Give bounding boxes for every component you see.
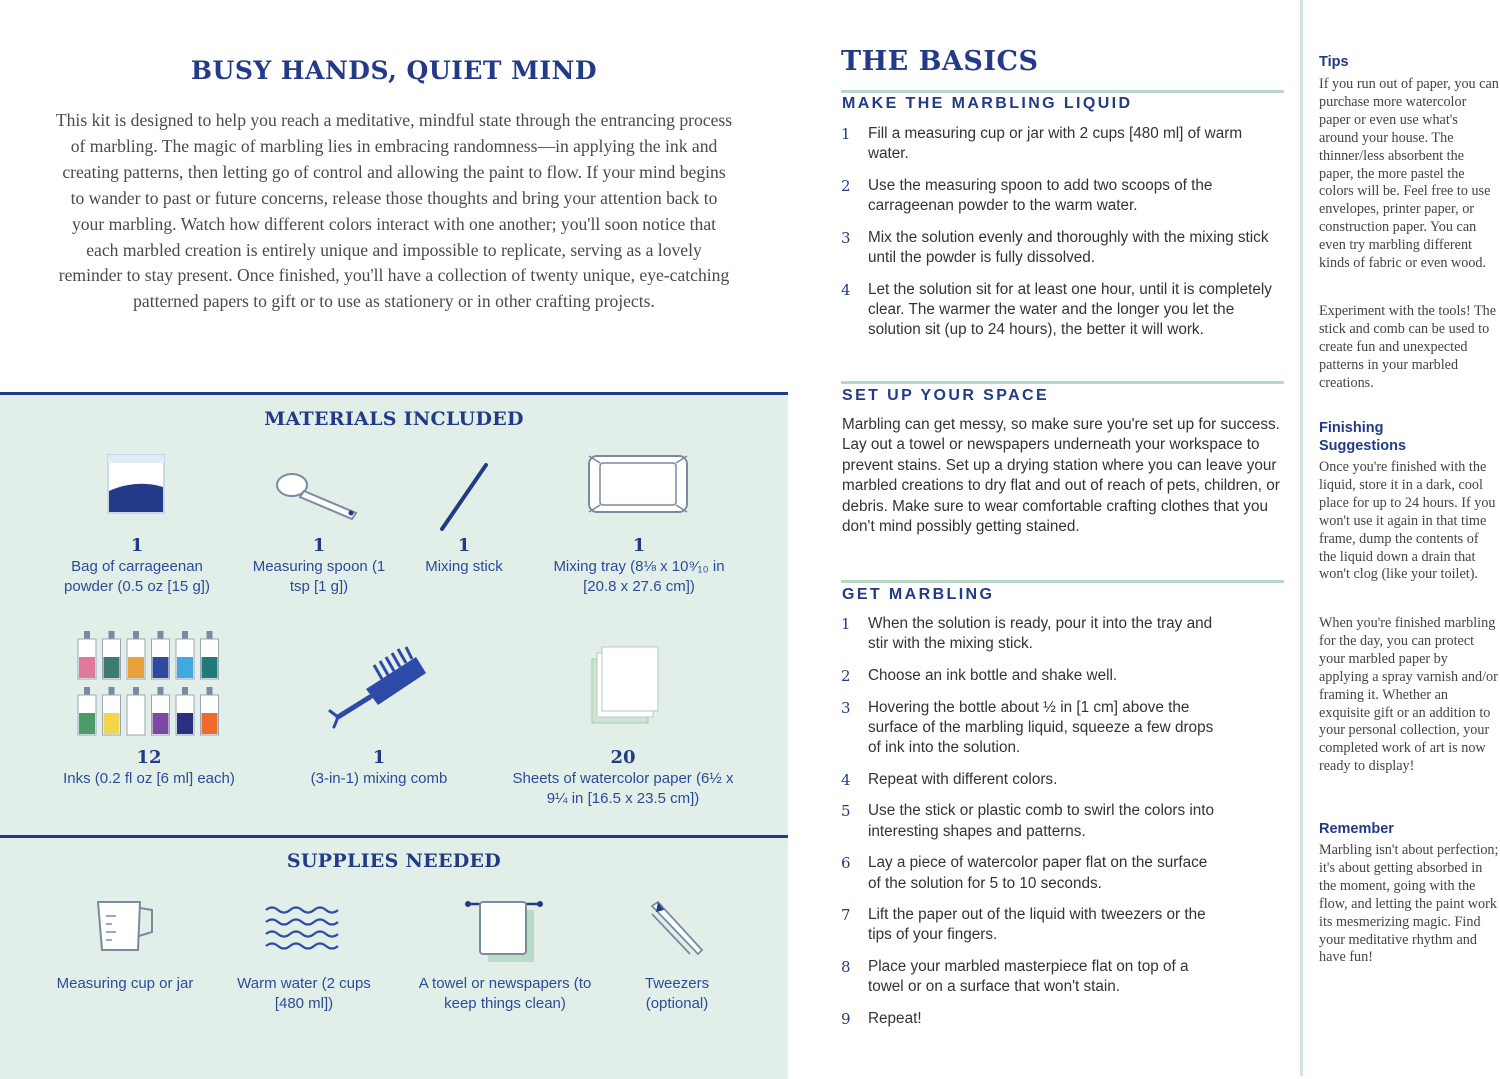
ink-bottle-icon [201,687,219,735]
tips-heading: Tips [1319,54,1349,70]
material-qty: 1 [632,535,646,556]
tweezers-icon [648,900,706,960]
mixing-stick-icon [436,461,492,533]
step-number: 8 [841,958,851,977]
intro-paragraph: This kit is designed to help you reach a meditative, mindful state through the entrancing process of marbling. The magic of marbling lies in embracing randomness—in applying the ink and creating patterns, then letting go of control and allowing the paint to flow. If your mind begins to wander to past or future concerns, release those thoughts and bring your attention back to your marbling. Watch how different colors interact with one another; you'll soon notice that each marbled creation is entirely unique and impossible to replicate, serving as a lovely reminder to stay present. Once finished, you'll have a collection of twenty unique, eye-catching patterned papers to gift or to use as stationery or in other crafting projects. [55,110,733,312]
towel-icon [464,896,548,966]
supply-label: A towel or newspapers (to keep things clean) [418,975,592,1012]
step-text: Lay a piece of watercolor paper flat on the surface of the solution for 5 to 10 seconds. [868,854,1208,892]
materials-title: MATERIALS INCLUDED [264,408,524,430]
intro-title: BUSY HANDS, QUIET MIND [190,56,598,85]
material-label: (3-in-1) mixing comb [310,770,448,787]
space-paragraph: Marbling can get messy, so make sure you're set up for success. Lay out a towel or newspapers underneath your workspace to prevent stains. Set up a drying station where you can leave your marbled creations to dry flat and out of reach of pets, children, or debris. Make sure to wear comfortable crafting clothes that you don't mind possibly getting stained. [842,416,1280,536]
supplies-panel [0,835,788,1079]
step-number: 7 [841,906,851,925]
material-item [48,535,226,597]
powder-bag-icon [106,453,166,515]
ink-bottle-icon [78,687,96,735]
material-item [404,535,524,577]
mixing-tray-icon [586,453,690,515]
material-item [538,535,740,597]
section-divider [841,381,1284,384]
materials-panel [0,392,788,837]
finishing-paragraph: When you're finished marbling for the day, you can protect your marbled paper by applying a spray varnish and/or framing it. Whether an exquisite gift or an addition to your personal collection, your completed work of art is now ready to display! [1319,615,1498,775]
supply-label: Warm water (2 cups [480 ml]) [237,975,371,1012]
material-label: Inks (0.2 fl oz [6 ml] each) [63,770,235,787]
mixing-comb-icon [326,645,430,731]
tips-paragraph: Experiment with the tools! The stick and comb can be used to create fun and unexpected patterns in your marbled creations. [1319,303,1497,391]
marbling-steps-list [841,614,1221,1041]
ink-bottle-icon [152,687,170,735]
remember-heading: Remember [1319,821,1394,837]
step-item [841,770,1221,790]
liquid-steps-list [841,124,1281,352]
section-divider [841,90,1284,93]
paper-sheets-icon [590,645,662,727]
ink-bottle-icon [127,631,145,679]
step-item [841,124,1281,164]
material-qty: 1 [130,535,144,556]
supply-item [628,974,726,1014]
step-number: 9 [841,1010,851,1029]
step-text: Repeat! [868,1010,922,1028]
step-text: Hovering the bottle about ½ in [1 cm] above the surface of the marbling liquid, squeeze a few drops of ink into the solution. [868,698,1214,757]
step-text: Use the measuring spoon to add two scoops of the carrageenan powder to the warm water. [868,176,1213,215]
material-qty: 1 [312,535,326,556]
ink-bottle-icon [78,631,96,679]
step-number: 3 [841,228,851,247]
step-number: 1 [841,615,851,633]
ink-bottle-icon [201,631,219,679]
material-label: Mixing stick [425,558,503,575]
step-text: Lift the paper out of the liquid with tweezers or the tips of your fingers. [868,906,1206,944]
step-number: 1 [841,125,851,143]
step-item [841,905,1221,945]
step-item [841,176,1281,216]
ink-bottle-icon [103,687,121,735]
step-item [841,280,1281,341]
step-item [841,228,1281,268]
material-qty: 1 [372,747,386,768]
step-item [841,801,1221,841]
measuring-cup-icon [94,898,158,954]
step-number: 2 [841,176,851,195]
material-item [512,747,734,809]
supply-item [226,974,382,1014]
step-text: Let the solution sit for at least one hour, until it is completely clear. The warmer the water and the longer you let the solution sit (up to 24 hours), the better it will work. [868,280,1272,339]
ink-bottles-icon [76,629,222,737]
supply-label: Tweezers (optional) [644,975,710,1012]
step-item [841,1009,1221,1029]
ink-bottle-icon [152,631,170,679]
material-item [50,747,248,789]
material-label: Bag of carrageenan powder (0.5 oz [15 g]) [64,558,210,595]
step-item [841,698,1221,759]
material-label: Sheets of watercolor paper (6½ x 9¼ in [16.5 x 23.5 cm]) [512,770,734,807]
measuring-spoon-icon [274,465,362,521]
remember-paragraph: Marbling isn't about perfection; it's about getting absorbed in the moment, going with the flow, and letting the paint work its mesmerizing magic. Find your meditative rhythm and have fun! [1319,842,1499,966]
tips-paragraph: If you run out of paper, you can purchase more watercolor paper or even use what's around your house. The thinner/less absorbent the paper, the more pastel the colors will be. Feel free to use envelopes, printer paper, or construction paper. You can even try marbling different kinds of fabric or even wood. [1319,76,1499,272]
ink-bottle-icon [176,687,194,735]
step-text: Choose an ink bottle and shake well. [868,666,1118,684]
step-number: 6 [841,854,851,873]
liquid-heading: MAKE THE MARBLING LIQUID [842,95,1133,112]
step-number: 2 [841,666,851,685]
step-text: Repeat with different colors. [868,770,1058,788]
step-item [841,853,1221,893]
water-waves-icon [264,904,340,954]
step-item [841,957,1221,997]
step-text: Place your marbled masterpiece flat on top of a towel or on a surface that won't stain. [868,958,1189,996]
finishing-heading: Finishing Suggestions [1319,420,1407,454]
material-label: Mixing tray (8⅛ x 10⁹⁄₁₀ in [20.8 x 27.6 cm]) [553,558,725,595]
supplies-title: SUPPLIES NEEDED [286,850,502,872]
step-text: When the solution is ready, pour it into the tray and stir with the mixing stick. [868,615,1213,653]
step-text: Mix the solution evenly and thoroughly with the mixing stick until the powder is fully dissolved. [868,228,1269,267]
sidebar-divider [1300,0,1303,1076]
marbling-heading: GET MARBLING [842,586,995,603]
finishing-paragraph: Once you're finished with the liquid, store it in a dark, cool place for up to 24 hours. If you won't use it again in that time frame, dump the contents of the liquid down a drain that won't clog (like your toilet). [1319,459,1496,583]
ink-bottle-icon [176,631,194,679]
supply-item [54,974,196,994]
step-item [841,614,1221,654]
step-number: 3 [841,698,851,717]
space-heading: SET UP YOUR SPACE [842,387,1050,404]
section-divider [841,580,1284,583]
step-number: 4 [841,280,851,299]
ink-bottle-icon [127,687,145,735]
material-item [246,535,392,597]
basics-title: THE BASICS [841,46,1039,77]
step-text: Fill a measuring cup or jar with 2 cups [480 ml] of warm water. [868,125,1243,163]
supply-item [406,974,604,1014]
step-number: 5 [841,802,851,821]
material-qty: 12 [136,747,162,768]
supply-label: Measuring cup or jar [56,975,194,992]
material-qty: 20 [610,747,636,768]
material-qty: 1 [457,535,471,556]
material-label: Measuring spoon (1 tsp [1 g]) [252,558,386,595]
material-item [288,747,470,789]
step-number: 4 [841,770,851,789]
ink-bottle-icon [103,631,121,679]
step-item [841,666,1221,686]
step-text: Use the stick or plastic comb to swirl the colors into interesting shapes and patterns. [868,802,1215,840]
